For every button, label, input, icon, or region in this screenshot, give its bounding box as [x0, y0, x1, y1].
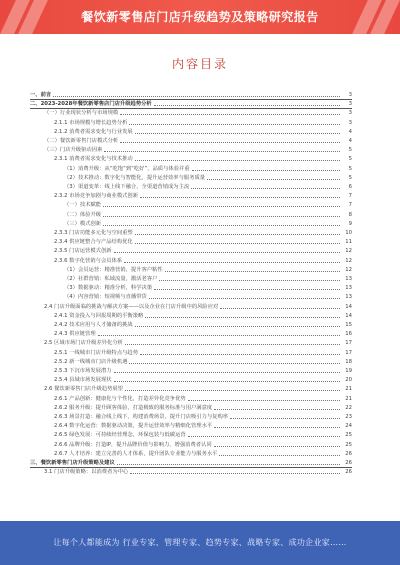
toc-entry-text: 2.6.6 品牌升级：打造IP，提升品牌价值与影响力，增强消费者认同: [54, 441, 212, 448]
toc-page-number: 13: [345, 294, 352, 301]
toc-entry-text: （2）社群营销：私域流量，激活老客户: [64, 276, 158, 282]
toc-dot-leader: [214, 427, 340, 428]
toc-dot-leader: [220, 308, 340, 309]
toc-dot-leader: [124, 262, 340, 263]
toc-dot-leader: [98, 335, 340, 336]
toc-entry-text: 2.3.4 供应链整合与产品结构优化: [54, 239, 133, 246]
toc-entry[interactable]: [30, 200, 352, 209]
toc-page-number: 17: [345, 349, 352, 356]
toc-entry[interactable]: [30, 320, 352, 329]
toc-entry-text: 2.1.2 消费者需求变化与行业发展: [54, 128, 133, 135]
toc-page-number: 24: [345, 423, 352, 430]
toc-entry[interactable]: [30, 191, 352, 200]
toc-entry[interactable]: [30, 265, 352, 274]
toc-entry-text: （3）数据驱动：精准分析，科学决策: [64, 285, 153, 292]
toc-page-number: 26: [345, 469, 352, 476]
toc-dot-leader: [191, 188, 340, 189]
toc-entry[interactable]: [30, 164, 352, 173]
toc-entry[interactable]: [30, 228, 352, 237]
toc-entry-text: 2.5.4 县域市场发展现状: [54, 377, 112, 384]
toc-entry[interactable]: [30, 440, 352, 449]
toc-page-number: 3: [348, 119, 352, 126]
toc-page-number: 17: [345, 340, 352, 347]
toc-dot-leader: [129, 363, 340, 364]
toc-entry-text: 2.4.2 技术应用与人才储备的挑战: [54, 322, 133, 328]
toc-page-number: 21: [345, 395, 352, 402]
toc-entry-text: （二）餐饮新零售门店模式分析: [44, 138, 119, 144]
toc-entry-text: 2.6.1 产品创新：健康化与个性化，打造差异化竞争优势: [54, 395, 186, 402]
toc-dot-leader: [135, 133, 340, 134]
toc-page-number: 14: [345, 303, 352, 310]
toc-dot-leader: [103, 225, 340, 226]
toc-dot-leader: [120, 114, 340, 115]
toc-dot-leader: [103, 206, 340, 207]
toc-entry-text: 3.1 门店升级策略：以消费者为中心: [44, 469, 129, 476]
toc-page-number: 13: [345, 285, 352, 292]
toc-page-number: 6: [348, 184, 352, 190]
toc-entry[interactable]: [30, 384, 352, 393]
toc-entry[interactable]: [30, 173, 352, 182]
toc-dot-leader: [114, 252, 340, 253]
toc-entry[interactable]: [30, 136, 352, 145]
toc-entry[interactable]: [30, 292, 352, 301]
toc-page-number: 12: [345, 248, 352, 255]
toc-dot-leader: [145, 317, 340, 318]
toc-entry[interactable]: [30, 127, 352, 136]
toc-entry[interactable]: [30, 449, 352, 458]
toc-page-number: 14: [345, 312, 352, 319]
toc-entry-text: （一）技术赋能: [64, 202, 102, 209]
toc-entry[interactable]: [30, 274, 352, 283]
toc-entry-text: 一、前言: [30, 92, 52, 98]
toc-dot-leader: [130, 473, 340, 474]
toc-dot-leader: [140, 354, 340, 355]
toc-dot-leader: [120, 142, 340, 143]
toc-dot-leader: [140, 197, 340, 198]
toc-entry[interactable]: [30, 108, 352, 117]
toc-page-number: 7: [348, 202, 352, 209]
toc-page-number: 12: [345, 266, 352, 273]
toc-dot-leader: [214, 446, 340, 447]
toc-entry[interactable]: [30, 403, 352, 412]
toc-page-number: 18: [345, 358, 352, 365]
toc-page-number: 21: [345, 386, 352, 393]
toc-entry-text: （一）行业现状分析与市场规模: [44, 110, 119, 117]
toc-dot-leader: [135, 326, 340, 327]
toc-entry[interactable]: [30, 329, 352, 338]
toc-page-number: 10: [345, 230, 352, 236]
toc-entry-text: 2.4.1 资金投入与回报周期的平衡策略: [54, 312, 144, 319]
toc-dot-leader: [214, 409, 340, 410]
toc-page-number: 26: [345, 460, 352, 466]
toc-entry-text: （4）内容营销：短视频与直播带货: [64, 294, 147, 301]
toc-entry-text: 2.5.3 下沉市场发展潜力: [54, 368, 112, 374]
toc-page-number: 26: [345, 450, 352, 457]
toc-entry[interactable]: [30, 412, 352, 421]
toc-entry-text: （3）渠道变革：线上线下融合，全渠道营销成为主流: [64, 184, 190, 190]
toc-dot-leader: [207, 179, 340, 180]
toc-page-number: 25: [345, 441, 352, 448]
toc-dot-leader: [125, 344, 340, 345]
toc-dot-leader: [165, 271, 340, 272]
toc-entry[interactable]: [30, 467, 352, 476]
toc-dot-leader: [188, 400, 340, 401]
table-of-contents: [30, 90, 352, 495]
toc-entry-text: 2.4 门店升级面临的挑战与解决方案——以及企业在门店升级中的风险应对: [44, 303, 219, 310]
toc-page-number: 20: [345, 377, 352, 384]
toc-entry-text: 2.6.4 数字化运营：数据驱动决策，提升运营效率与精细化管理水平: [54, 423, 213, 430]
toc-page-number: 3: [348, 92, 352, 98]
toc-entry-text: 2.1.1 市场规模与增长趋势分析: [54, 119, 128, 126]
toc-dot-leader: [53, 96, 340, 97]
toc-entry[interactable]: [30, 357, 352, 366]
toc-dot-leader: [219, 455, 340, 456]
toc-dot-leader: [117, 464, 340, 465]
toc-page-number: 5: [348, 165, 352, 172]
report-title: 餐饮新零售店门店升级趋势及策略研究报告: [81, 10, 319, 24]
toc-entry-text: （1）会员运营：精准营销，提升客户粘性: [64, 266, 163, 273]
toc-entry-text: 2.3.6 数字化营销与会员体系: [54, 257, 123, 264]
toc-entry[interactable]: [30, 256, 352, 265]
toc-entry-text: 2.3.2 市场竞争加剧与商业模式创新: [54, 193, 139, 200]
toc-entry-text: 2.6 餐饮新零售门店升级趋势展望: [44, 386, 123, 393]
toc-entry[interactable]: [30, 246, 352, 255]
toc-entry-text: 2.3.3 门店功能多元化与空间重塑: [54, 230, 133, 236]
toc-page-number: 23: [345, 414, 352, 420]
toc-entry-text: 2.6.2 服务升级：提升顾客体验，打造极致的服务标准与用户满意度: [54, 404, 213, 411]
toc-page-number: 7: [348, 193, 352, 200]
toc-entry-text: 2.4.3 供应链管理: [54, 331, 96, 338]
toc-dot-leader: [154, 105, 340, 106]
footer-slogan: 让每个人都能成为 行业专家、管理专家、趋势专家、战略专家、成功企业家……: [53, 538, 347, 547]
toc-page-number: 16: [345, 331, 352, 338]
toc-entry[interactable]: [30, 366, 352, 375]
toc-page-number: 22: [345, 404, 352, 411]
toc-page-number: 3: [348, 110, 352, 117]
toc-dot-leader: [135, 243, 340, 244]
toc-entry-text: （2）技术推动：数字化与智能化，提升运营效率与服务质量: [64, 174, 206, 181]
toc-dot-leader: [188, 436, 340, 437]
toc-entry-text: 2.5.1 一线城市门店升级特点与趋势: [54, 349, 139, 356]
toc-dot-leader: [114, 372, 340, 373]
toc-entry[interactable]: [30, 311, 352, 320]
report-header-banner: [0, 0, 400, 34]
toc-entry-text: 2.3.1 消费者需求变化与技术推动: [54, 156, 133, 163]
toc-page-number: 15: [345, 322, 352, 328]
toc-entry[interactable]: [30, 394, 352, 403]
toc-dot-leader: [192, 170, 340, 171]
toc-entry[interactable]: [30, 338, 352, 347]
toc-dot-leader: [149, 298, 340, 299]
toc-entry[interactable]: [30, 430, 352, 439]
toc-dot-leader: [135, 160, 340, 161]
toc-dot-leader: [230, 418, 340, 419]
toc-entry[interactable]: [30, 118, 352, 127]
toc-entry[interactable]: [30, 348, 352, 357]
toc-entry[interactable]: [30, 219, 352, 228]
toc-entry-text: 2.6.7 人才培养：建立完善的人才体系，提升团队专业能力与服务水平: [54, 450, 218, 457]
toc-entry-text: （三）模式创新: [64, 220, 102, 227]
toc-dot-leader: [125, 390, 340, 391]
toc-page-number: 4: [348, 138, 352, 144]
toc-page-number: 3: [348, 101, 352, 108]
toc-entry-text: 二、2023-2028年餐饮新零售店门店升级趋势分析: [30, 101, 152, 108]
toc-dot-leader: [159, 280, 340, 281]
toc-entry[interactable]: [30, 145, 352, 154]
toc-entry-text: 2.3.5 门店运营模式创新: [54, 248, 112, 255]
toc-entry-text: 2.6.5 绿色发展：可持续经营理念，环保包装与低碳运营: [54, 432, 186, 439]
toc-entry[interactable]: [30, 237, 352, 246]
toc-entry-text: 2.6.3 场景打造：融合线上线下，构建消费场景，提升门店吸引力与复购率: [54, 414, 229, 420]
toc-page-number: 19: [345, 368, 352, 374]
toc-page-number: 5: [348, 147, 352, 154]
toc-entry[interactable]: [30, 154, 352, 163]
toc-page-number: 5: [348, 156, 352, 163]
toc-page-number: 25: [345, 432, 352, 439]
toc-dot-leader: [103, 216, 340, 217]
toc-page-number: 8: [348, 211, 352, 218]
footer-banner: [0, 521, 400, 565]
toc-page-number: 13: [345, 276, 352, 282]
toc-dot-leader: [114, 381, 340, 382]
toc-entry-text: （二）体验升级: [64, 211, 102, 218]
toc-dot-leader: [154, 289, 340, 290]
toc-page-number: 11: [345, 239, 352, 246]
toc-entry-text: 三、餐饮新零售门店升级策略及建议: [30, 460, 115, 466]
toc-dot-leader: [104, 151, 340, 152]
toc-entry[interactable]: [30, 210, 352, 219]
toc-heading: 内容目录: [171, 57, 228, 71]
toc-dot-leader: [135, 234, 340, 235]
toc-entry-text: （三）门店升级驱动因素: [44, 147, 103, 154]
toc-page-number: 5: [348, 174, 352, 181]
toc-entry[interactable]: [30, 302, 352, 311]
toc-entry-text: 2.5.2 新一线城市门店升级机遇: [54, 358, 128, 365]
toc-page-number: 12: [345, 257, 352, 264]
toc-entry-text: 2.5 区域市场门店升级差异化分析: [44, 340, 123, 347]
toc-dot-leader: [129, 124, 340, 125]
toc-entry[interactable]: [30, 375, 352, 384]
toc-entry[interactable]: [30, 421, 352, 430]
toc-entry-text: （1）消费升级：从“吃饱”到“吃好”，品质与体验并重: [64, 165, 190, 172]
toc-entry[interactable]: [30, 283, 352, 292]
toc-page-number: 9: [348, 220, 352, 227]
toc-entry[interactable]: [30, 182, 352, 191]
toc-page-number: 4: [348, 128, 352, 135]
